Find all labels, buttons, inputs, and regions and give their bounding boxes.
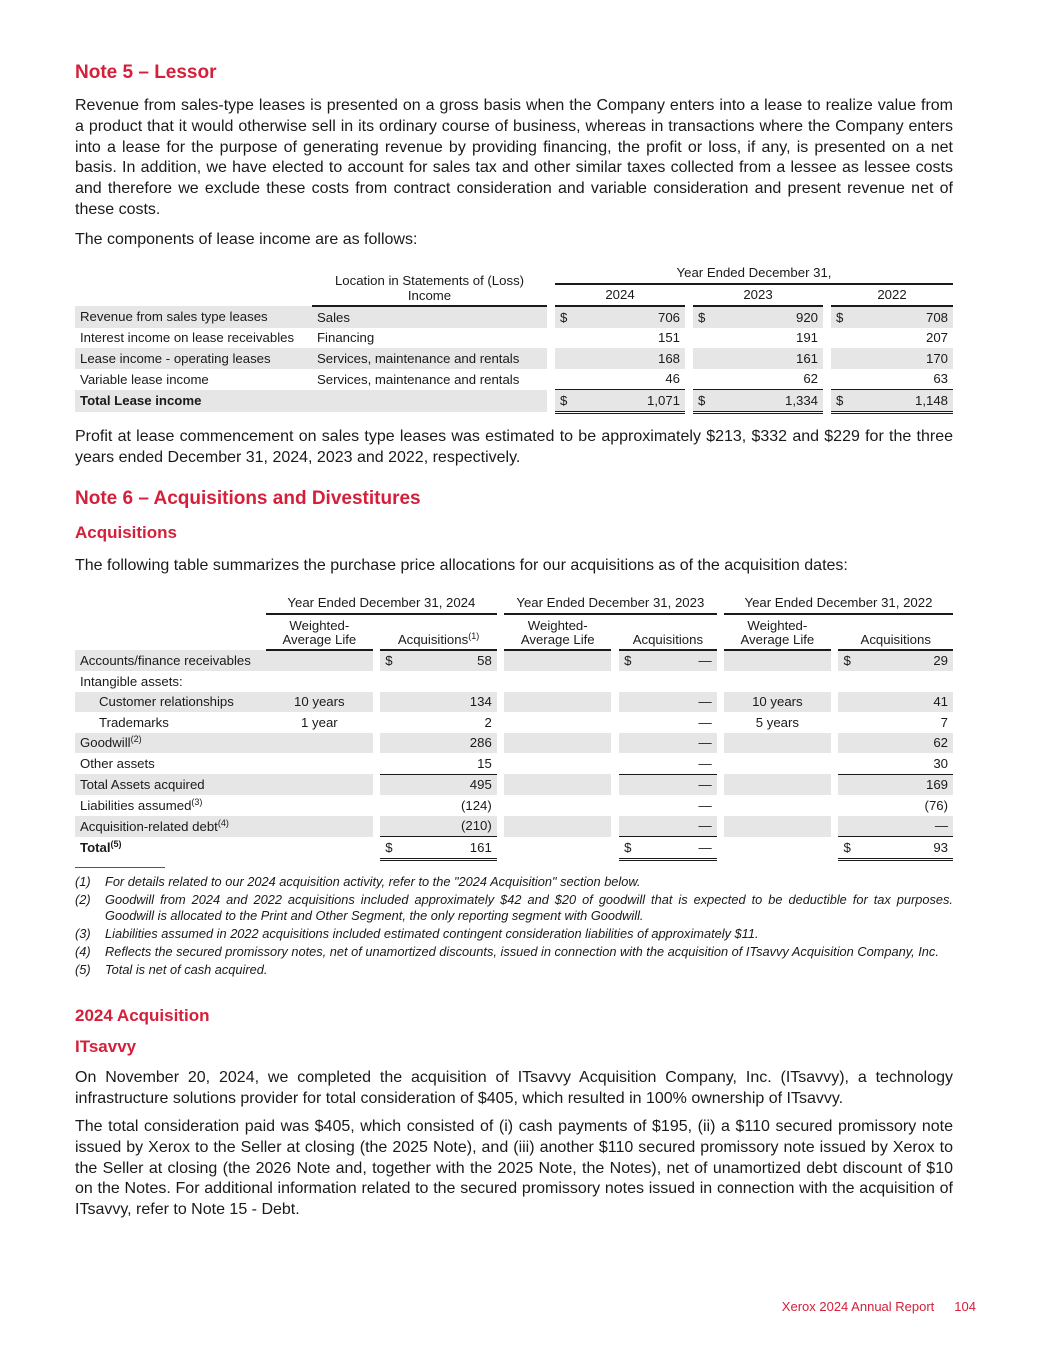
acquisition-value: — [639, 650, 717, 672]
dollar-sign [838, 733, 858, 754]
table-row [75, 712, 953, 733]
acquisition-value [639, 671, 717, 692]
row-label: Revenue from sales type leases [75, 306, 312, 328]
period-header-2024: Year Ended December 31, 2024 [266, 592, 497, 614]
acquisition-value: (124) [461, 797, 492, 813]
itsavvy-heading: ITsavvy [75, 1037, 137, 1056]
value-2023: 191 [795, 330, 818, 346]
row-label: Acquisition-related debt$^{(4)}$ [75, 816, 266, 837]
acquisition-value: — [639, 733, 717, 754]
year-header-2023: 2023 [693, 284, 823, 307]
dollar-sign [838, 774, 858, 795]
footnote [75, 926, 953, 942]
footnote [75, 874, 953, 890]
footnote-rule [75, 867, 165, 868]
acquisition-value: — [639, 692, 717, 713]
table-row [75, 348, 953, 369]
weighted-average-life [724, 753, 831, 774]
value-2024: 46 [665, 371, 680, 387]
dollar-sign: $ [693, 306, 713, 328]
acquisition-value: 7 [940, 714, 948, 730]
footnote-text: Goodwill from 2024 and 2022 acquisitions included approximately $42 and $20 of goodwill that is expected to be deductible for tax purposes. Goodwill is allocated to the Print and Other Segment, the only reporting segment with Goodwill. [105, 892, 953, 923]
value-2022: 1,148 [851, 390, 953, 413]
weighted-average-life: 10 years [266, 692, 373, 713]
value-2022: 708 [851, 306, 953, 328]
dollar-sign [838, 795, 858, 816]
footnote-text: Total is net of cash acquired. [105, 962, 268, 977]
acquisition-value: — [858, 816, 953, 837]
dollar-sign [380, 692, 400, 713]
value-2023: 161 [713, 348, 823, 369]
dollar-sign [838, 692, 858, 713]
row-label: Intangible assets: [80, 673, 183, 689]
acquisition-2024-heading: 2024 Acquisition [75, 1006, 210, 1025]
acq-header-2023: Acquisitions [619, 614, 716, 650]
acquisitions-heading: Acquisitions [75, 523, 178, 542]
weighted-average-life [504, 837, 611, 860]
footnote-text: For details related to our 2024 acquisition activity, refer to the "2024 Acquisition" section below. [105, 874, 641, 889]
acquisition-value: — [698, 797, 712, 813]
weighted-average-life [504, 671, 611, 692]
acquisition-value [858, 671, 953, 692]
dollar-sign: $ [619, 650, 639, 672]
weighted-average-life [266, 650, 373, 672]
note6-intro: The following table summarizes the purchase price allocations for our acquisitions as of the acquisition dates: [75, 557, 848, 574]
footnotes [75, 867, 953, 980]
weighted-average-life [724, 774, 831, 795]
acquisition-value: 93 [858, 837, 953, 860]
note5-paragraph-1: Revenue from sales-type leases is presented on a gross basis when the Company enters into a lease to realize value from a product that it would otherwise sell in its ordinary course of business, whereas in transactions where the Company enters into a lease for the purpose of generating revenue by providing financing, the profit or loss, if any, is presented on a net basis. In addition, we have elected to account for sales tax and other similar taxes collected from a lessee as lessee costs and therefore we exclude these costs from contract consideration and variable consideration and present revenue net of these costs. [75, 97, 953, 218]
acquisition-value: (76) [924, 797, 948, 813]
row-location: Services, maintenance and rentals [312, 348, 547, 369]
acquisition-value: 161 [400, 837, 497, 860]
acquisition-value: 15 [477, 755, 492, 771]
page-footer [782, 1299, 976, 1314]
row-label: Accounts/finance receivables [75, 650, 266, 672]
row-label: Customer relationships [75, 692, 266, 713]
dollar-sign [619, 774, 639, 795]
table-row [75, 753, 953, 774]
acquisition-value: 29 [858, 650, 953, 672]
dollar-sign: $ [831, 390, 851, 413]
dollar-sign: $ [838, 837, 858, 860]
weighted-average-life [504, 753, 611, 774]
itsavvy-paragraph-2: The total consideration paid was $405, which consisted of (i) cash payments of $195, (ii) a $110 secured promissory note issued by Xerox to the Seller at closing (the 2025 Note), and (iii) another $110 secured promissory note issued by Xerox to the Seller at closing (the 2026 Note and, together with the 2025 Note, the Notes), net of unamortized debt discount of $10 on the Notes. For additional information related to the secured promissory notes issued in connection with the acquisition of ITsavvy, refer to Note 15 - Debt. [75, 1118, 953, 1219]
table-row [75, 774, 953, 795]
dollar-sign [619, 712, 639, 733]
page-number: 104 [954, 1299, 976, 1314]
acquisition-value: 58 [400, 650, 497, 672]
footnote-text: Reflects the secured promissory notes, net of unamortized discounts, issued in connection with the acquisition of ITsavvy Acquisition Company, Inc. [105, 944, 939, 959]
dollar-sign [838, 753, 858, 774]
year-header-2024: 2024 [555, 284, 685, 307]
acquisition-value: 169 [858, 774, 953, 795]
row-label: Total Lease income [75, 390, 312, 413]
year-header-2022: 2022 [831, 284, 953, 307]
value-2022: 63 [933, 371, 948, 387]
acquisition-value: 41 [858, 692, 953, 713]
value-2023: 62 [803, 371, 818, 387]
weighted-average-life [266, 733, 373, 754]
weighted-average-life [724, 650, 831, 672]
acquisition-value: 62 [858, 733, 953, 754]
itsavvy-paragraph-1: On November 20, 2024, we completed the acquisition of ITsavvy Acquisition Company, Inc. (ITsavvy), a technology infrastructure solutions provider for total consideration of $405, which resulted in 100% ownership of ITsavvy. [75, 1069, 953, 1107]
dollar-sign [619, 795, 639, 816]
value-2022: 207 [925, 330, 948, 346]
footnote-number: (1) [75, 874, 91, 889]
dollar-sign: $ [619, 837, 639, 860]
table-row-total [75, 390, 953, 413]
acquisition-value: — [639, 816, 717, 837]
weighted-average-life [266, 774, 373, 795]
weighted-average-life [504, 692, 611, 713]
acq-header-2024: Acquisitions$^{(1)}$ [380, 614, 497, 650]
value-2023: 1,334 [713, 390, 823, 413]
note6-title: Note 6 – Acquisitions and Divestitures [75, 488, 421, 509]
dollar-sign [838, 671, 858, 692]
acq-header-2022: Acquisitions [838, 614, 953, 650]
acquisition-value: 30 [933, 755, 948, 771]
dollar-sign [380, 816, 400, 837]
value-2022: 170 [851, 348, 953, 369]
period-header: Year Ended December 31, [555, 262, 953, 284]
acquisition-value: 2 [484, 714, 492, 730]
weighted-average-life [724, 837, 831, 860]
weighted-average-life [504, 733, 611, 754]
report-title: Xerox 2024 Annual Report [781, 1299, 935, 1314]
acquisition-value: 286 [400, 733, 497, 754]
dollar-sign: $ [838, 650, 858, 672]
value-2024: 1,071 [575, 390, 685, 413]
wal-header-2023: Weighted- Average Life [504, 614, 611, 650]
weighted-average-life [266, 795, 373, 816]
value-2024: 706 [575, 306, 685, 328]
lease-income-table [75, 262, 953, 414]
note5-paragraph-2: The components of lease income are as follows: [75, 231, 418, 248]
dollar-sign [619, 692, 639, 713]
row-label: Trademarks [99, 714, 169, 730]
value-2024: 151 [657, 330, 680, 346]
table-row [75, 733, 953, 754]
row-label: Variable lease income [80, 371, 209, 387]
weighted-average-life: 10 years [724, 692, 831, 713]
acquisition-value: — [639, 837, 717, 860]
weighted-average-life [724, 795, 831, 816]
weighted-average-life: 1 year [301, 714, 338, 730]
acquisition-value: 495 [400, 774, 497, 795]
footnote [75, 892, 953, 924]
dollar-sign [380, 733, 400, 754]
footnote-number: (3) [75, 926, 91, 941]
row-location: Services, maintenance and rentals [317, 371, 520, 387]
dollar-sign [619, 671, 639, 692]
weighted-average-life [504, 816, 611, 837]
note5-title: Note 5 – Lessor [75, 62, 217, 83]
footnote [75, 962, 953, 978]
dollar-sign: $ [693, 390, 713, 413]
dollar-sign [380, 712, 400, 733]
dollar-sign [380, 753, 400, 774]
dollar-sign [380, 671, 400, 692]
row-label: Total$^{(5)}$ [80, 839, 122, 856]
table-row [75, 650, 953, 672]
wal-header-2022: Weighted- Average Life [724, 614, 831, 650]
acquisition-value: 134 [400, 692, 497, 713]
dollar-sign [838, 712, 858, 733]
row-label: Interest income on lease receivables [80, 330, 295, 346]
weighted-average-life [266, 671, 373, 692]
weighted-average-life [266, 753, 373, 774]
location-column-header: Location in Statements of (Loss) Income [312, 262, 547, 306]
table-row [75, 671, 953, 692]
table-row [75, 306, 953, 328]
row-label: Liabilities assumed$^{(3)}$ [80, 796, 203, 813]
table-row [75, 369, 953, 390]
value-2024: 168 [575, 348, 685, 369]
acquisition-value: — [698, 755, 712, 771]
dollar-sign [619, 733, 639, 754]
weighted-average-life [504, 712, 611, 733]
row-label: Goodwill$^{(2)}$ [75, 733, 266, 754]
acquisitions-table [75, 592, 953, 861]
table-row [75, 795, 953, 816]
period-header-2022: Year Ended December 31, 2022 [724, 592, 953, 614]
table-row [75, 692, 953, 713]
weighted-average-life: 5 years [755, 714, 799, 730]
dollar-sign: $ [380, 650, 400, 672]
dollar-sign [838, 816, 858, 837]
weighted-average-life [504, 795, 611, 816]
dollar-sign [619, 816, 639, 837]
row-label: Lease income - operating leases [75, 348, 312, 369]
dollar-sign: $ [380, 837, 400, 860]
acquisition-value: — [698, 714, 712, 730]
dollar-sign [380, 774, 400, 795]
weighted-average-life [724, 816, 831, 837]
table-row [75, 328, 953, 349]
table-row [75, 816, 953, 837]
acquisition-value: — [639, 774, 717, 795]
weighted-average-life [266, 837, 373, 860]
footnote-number: (2) [75, 892, 91, 907]
row-label: Other assets [80, 756, 155, 771]
value-2023: 920 [713, 306, 823, 328]
weighted-average-life [504, 650, 611, 672]
note5-paragraph-3: Profit at lease commencement on sales type leases was estimated to be approximately $213, $332 and $229 for the three years ended December 31, 2024, 2023 and 2022, respectively. [75, 428, 953, 466]
weighted-average-life [266, 816, 373, 837]
row-location: Sales [312, 306, 547, 328]
row-location: Financing [317, 330, 375, 346]
row-label: Total Assets acquired [75, 774, 266, 795]
wal-header-2024: Weighted- Average Life [266, 614, 373, 650]
footnote [75, 944, 953, 960]
weighted-average-life [504, 774, 611, 795]
dollar-sign [619, 753, 639, 774]
footnote-text: Liabilities assumed in 2022 acquisitions included estimated contingent consideration liabilities of approximately $11. [105, 926, 759, 941]
dollar-sign: $ [831, 306, 851, 328]
weighted-average-life [724, 733, 831, 754]
dollar-sign [380, 795, 400, 816]
acquisition-value [400, 671, 497, 692]
weighted-average-life [724, 671, 831, 692]
table-row [75, 837, 953, 860]
period-header-2023: Year Ended December 31, 2023 [504, 592, 717, 614]
footnote-number: (4) [75, 944, 91, 959]
acquisition-value: (210) [400, 816, 497, 837]
footnote-number: (5) [75, 962, 91, 977]
dollar-sign: $ [555, 306, 575, 328]
dollar-sign: $ [555, 390, 575, 413]
